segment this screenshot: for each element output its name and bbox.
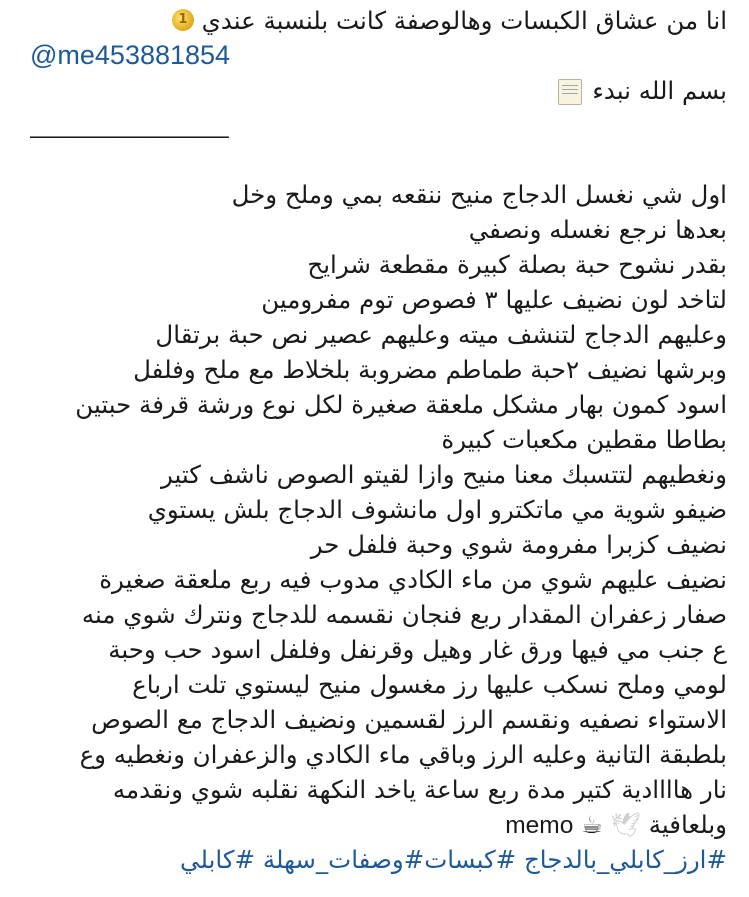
recipe-line: نضيف عليهم شوي من ماء الكادي مدوب فيه ربع ملعقة صغيرة — [99, 565, 727, 594]
gold-medal-icon: 1 — [172, 9, 194, 31]
recipe-line: وبرشها نضيف ٢حبة طماطم مضروبة بلخلاط مع ملح وفلفل — [133, 355, 727, 384]
recipe-line: وعليهم الدجاج لتنشف ميته وعليهم عصير نص حبة برتقال — [155, 320, 727, 349]
bismillah-line — [30, 73, 727, 108]
closing-line — [30, 807, 727, 842]
recipe-line: بعدها نرجع نغسله ونصفي — [468, 215, 727, 244]
recipe-line: ونغطيهم لتتسبك معنا منيح وازا لقيتو الصوص ناشف كتير — [160, 460, 727, 489]
bismillah-text: بسم الله نبدء — [592, 76, 727, 105]
recipe-line: اسود كمون بهار مشكل ملعقة صغيرة لكل نوع ورشة قرفة حبتين — [75, 390, 727, 419]
recipe-body — [30, 177, 727, 877]
hashtags-link[interactable]: #ارز_كابلي_بالدجاج #كبسات#وصفات_سهلة #كابلي — [180, 845, 727, 874]
memo-icon — [558, 79, 582, 105]
signature-text: memo — [505, 812, 574, 839]
recipe-line: الاستواء نصفيه ونقسم الرز لقسمين ونضيف الدجاج مع الصوص — [91, 705, 727, 734]
recipe-line: لومي وملح نسكب عليها رز مغسول منيح ليستوي تلت ارباع — [132, 670, 727, 699]
spacer — [30, 143, 727, 163]
recipe-line: اول شي نغسل الدجاج منيح ننقعه بمي وملح وخل — [231, 180, 727, 209]
closing-text: وبلعافية — [648, 810, 727, 839]
recipe-line: بقدر نشوح حبة بصلة كبيرة مقطعة شرايح — [307, 250, 727, 279]
recipe-line: نار هاااادية كتير مدة ربع ساعة ياخد النكهة نقلبه شوي ونقدمه — [112, 775, 727, 804]
coffee-icon: ☕ — [581, 811, 603, 839]
recipe-line: صفار زعفران المقدار ربع فنجان نقسمه للدجاج ونترك شوي منه — [81, 600, 727, 629]
recipe-line: ع جنب مي فيها ورق غار وهيل وقرنفل وفلفل اسود حب وحبة — [108, 635, 727, 664]
recipe-line: ضيفو شوية مي ماتكترو اول مانشوف الدجاج بلش يستوي — [147, 495, 727, 524]
intro-text: انا من عشاق الكبسات وهالوصفة كانت بلنسبة عندي — [201, 6, 727, 35]
user-mention-link[interactable]: @me453881854 — [30, 40, 231, 70]
recipe-line: بطاطا مقطين مكعبات كبيرة — [441, 425, 727, 454]
recipe-line: بلطبقة التانية وعليه الرز وباقي ماء الكادي والزعفران ونغطيه وع — [79, 740, 727, 769]
intro-line — [30, 3, 727, 38]
recipe-line: نضيف كزبرا مفرومة شوي وحبة فلفل حر — [310, 530, 727, 559]
dove-icon: 🕊 — [610, 811, 641, 839]
divider-line: ________________ — [30, 112, 228, 139]
recipe-line: لتاخد لون نضيف عليها ٣ فصوص توم مفرومين — [261, 285, 727, 314]
